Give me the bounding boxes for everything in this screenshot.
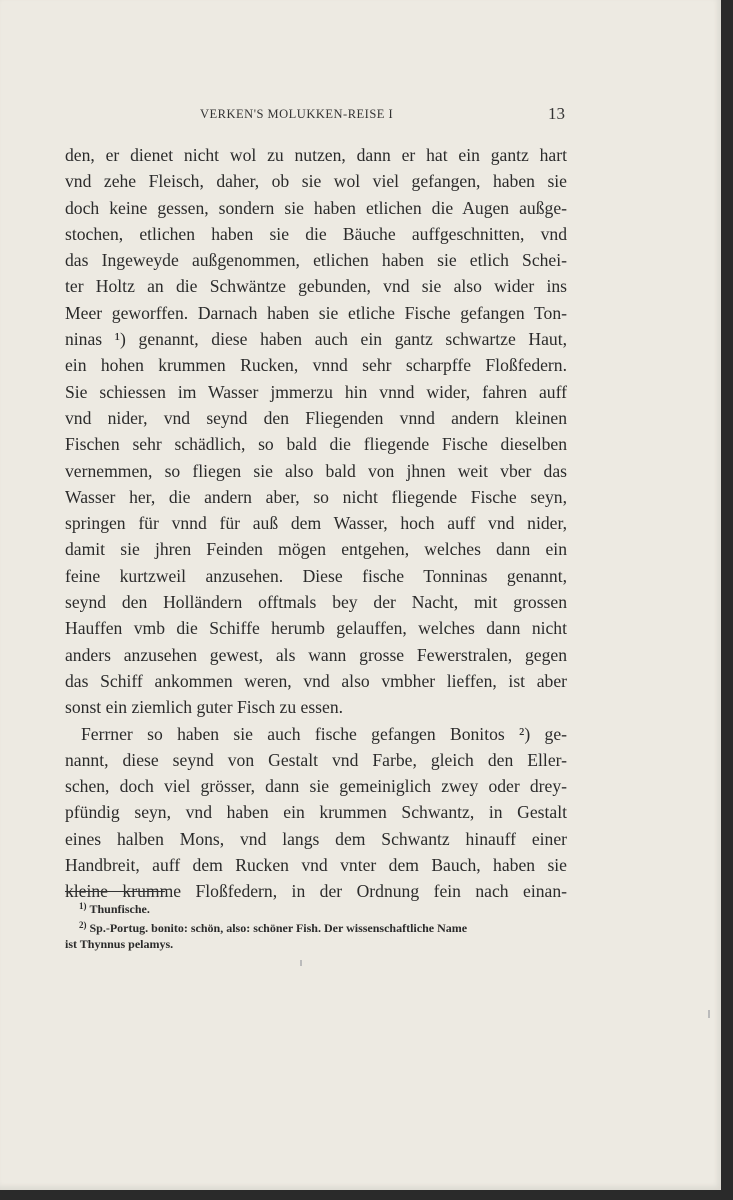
footnote-rule [65, 891, 165, 892]
text-line: Fischen sehr schädlich, so bald die fliegende Fische dieselben [65, 434, 567, 455]
footnote-2 [65, 916, 567, 935]
text-line: vnd zehe Fleisch, daher, ob sie wol viel gefangen, haben sie [65, 171, 567, 192]
text-line: springen für vnnd für auß dem Wasser, hoch auff vnd nider, [65, 513, 567, 534]
text-line: das Schiff ankommen weren, vnd also vmbher lieffen, ist aber [65, 670, 567, 691]
text-line: Wasser her, die andern aber, so nicht fliegende Fische seyn, [65, 486, 567, 507]
footnote-text: Thunfische. [89, 902, 150, 916]
text-line: doch keine gessen, sondern sie haben etlichen die Augen außge- [65, 197, 567, 218]
body-text [65, 142, 567, 905]
text-line: damit sie jhren Feinden mögen entgehen, welches dann ein [65, 539, 567, 560]
text-line: ninas ¹) genannt, diese haben auch ein gantz schwartze Haut, [65, 329, 567, 350]
footnote-text: ist Thynnus pelamys. [65, 937, 174, 951]
text-line: Hauffen vmb die Schiffe herumb gelauffen, welches dann nicht [65, 618, 567, 639]
page-number: 13 [548, 104, 565, 123]
text-line: Meer geworffen. Darnach haben sie etliche Fische gefangen Ton- [65, 302, 567, 323]
footnote-mark: 1) [79, 901, 87, 911]
text-line: vnd nider, vnd seynd den Fliegenden vnnd andern kleinen [65, 407, 567, 428]
text-line: Ferrner so haben sie auch fische gefangen Bonitos ²) ge- [81, 723, 567, 744]
text-line: feine kurtzweil anzusehen. Diese fische Tonninas genannt, [65, 565, 567, 586]
paper-speck [300, 960, 302, 966]
text-line: anders anzusehen gewest, als wann grosse Fewerstralen, gegen [65, 644, 567, 665]
text-line: nannt, diese seynd von Gestalt vnd Farbe, gleich den Eller- [65, 749, 567, 770]
text-line: vernemmen, so fliegen sie also bald von jhnen weit vber das [65, 460, 567, 481]
text-line: Handbreit, auff dem Rucken vnd vnter dem Bauch, haben sie [65, 855, 567, 876]
text-line: Sie schiessen im Wasser jmmerzu hin vnnd wider, fahren auff [65, 381, 567, 402]
footnotes [65, 897, 567, 954]
paper-speck [708, 1010, 710, 1018]
text-line: den, er dienet nicht wol zu nutzen, dann er hat ein gantz hart [65, 145, 567, 165]
footnote-text: Sp.-Portug. bonito: schön, also: schöner Fish. Der wissenschaftliche Name [89, 921, 468, 935]
text-line: eines halben Mons, vnd langs dem Schwantz hinauff einer [65, 828, 567, 849]
text-line: ein hohen krummen Rucken, vnnd sehr scharpffe Floßfedern. [65, 355, 567, 376]
text-line: ter Holtz an die Schwäntze gebunden, vnd sie also wider ins [65, 276, 567, 297]
footnote-2-continued [65, 935, 567, 954]
footnote-mark: 2) [79, 920, 87, 930]
text-line: kleine krumme Floßfedern, in der Ordnung fein nach einan- [65, 881, 567, 902]
page-header [65, 104, 565, 126]
text-line: das Ingeweyde außgenommen, etlichen haben sie etlich Schei- [65, 250, 567, 271]
text-line: schen, doch viel grösser, dann sie gemeiniglich zwey oder drey- [65, 776, 567, 797]
running-title: VERKEN'S MOLUKKEN-REISE I [200, 107, 394, 121]
text-line: seynd den Holländern offtmals bey der Nacht, mit grossen [65, 592, 567, 613]
footnote-1 [65, 897, 567, 916]
text-line: stochen, etlichen haben sie die Bäuche auffgeschnitten, vnd [65, 223, 567, 244]
text-line: sonst ein ziemlich guter Fisch zu essen. [65, 697, 344, 718]
text-line: pfündig seyn, vnd haben ein krummen Schwantz, in Gestalt [65, 802, 567, 823]
